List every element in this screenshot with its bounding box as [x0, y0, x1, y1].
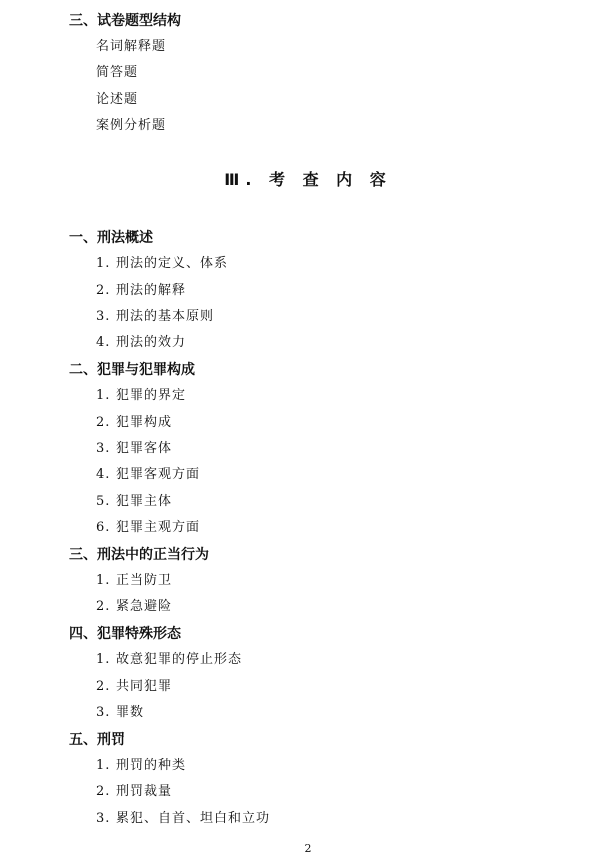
item-text: 刑罚裁量: [116, 784, 173, 799]
list-item: [96, 308, 214, 326]
item-text: 刑法的效力: [116, 335, 187, 350]
item-number: 1.: [96, 652, 111, 667]
list-item: [96, 493, 172, 511]
list-item: [96, 414, 172, 432]
list-item: [96, 519, 200, 537]
item-number: 3.: [96, 441, 111, 456]
list-item: [96, 255, 228, 273]
item-number: 3.: [96, 309, 111, 324]
item-number: 3.: [96, 811, 111, 826]
section-heading: 三、刑法中的正当行为: [69, 547, 209, 563]
list-item: [96, 651, 242, 669]
list-item: 名词解释题: [96, 39, 167, 54]
item-number: 2.: [96, 784, 111, 799]
item-text: 紧急避险: [116, 599, 173, 614]
item-number: 5.: [96, 494, 111, 509]
item-text: 犯罪客体: [116, 441, 173, 456]
list-item: 案例分析题: [96, 118, 167, 133]
list-item: [96, 440, 172, 458]
list-item: [96, 387, 186, 405]
list-item: [96, 334, 186, 352]
list-item: [96, 678, 172, 696]
item-number: 1.: [96, 388, 111, 403]
item-text: 犯罪客观方面: [116, 467, 201, 482]
section-heading-exam-structure: 三、试卷题型结构: [69, 13, 181, 29]
item-text: 共同犯罪: [116, 679, 173, 694]
item-number: 4.: [96, 335, 111, 350]
item-text: 犯罪主观方面: [116, 520, 201, 535]
list-item: [96, 704, 144, 722]
item-number: 3.: [96, 705, 111, 720]
item-text: 犯罪构成: [116, 415, 173, 430]
item-number: 2.: [96, 679, 111, 694]
page-title: Ⅲ. 考 查 内 容: [224, 170, 392, 189]
list-item: [96, 810, 270, 828]
list-item: [96, 572, 172, 590]
item-number: 2.: [96, 415, 111, 430]
item-text: 故意犯罪的停止形态: [116, 652, 243, 667]
item-text: 累犯、自首、坦白和立功: [116, 811, 271, 826]
item-text: 正当防卫: [116, 573, 173, 588]
section-heading: 二、犯罪与犯罪构成: [69, 362, 195, 378]
section-heading: 四、犯罪特殊形态: [69, 626, 181, 642]
item-number: 4.: [96, 467, 111, 482]
item-text: 刑法的解释: [116, 283, 187, 298]
list-item: 论述题: [96, 92, 139, 107]
list-item: [96, 598, 172, 616]
item-text: 罪数: [116, 705, 145, 720]
list-item: 简答题: [96, 65, 139, 80]
list-item: [96, 757, 186, 775]
section-heading: 五、刑罚: [69, 732, 125, 748]
list-item: [96, 282, 186, 300]
item-number: 1.: [96, 256, 111, 271]
item-number: 1.: [96, 573, 111, 588]
item-number: 6.: [96, 520, 111, 535]
item-text: 刑罚的种类: [116, 758, 187, 773]
item-number: 2.: [96, 599, 111, 614]
list-item: [96, 783, 172, 801]
item-number: 1.: [96, 758, 111, 773]
item-text: 刑法的定义、体系: [116, 256, 229, 271]
item-number: 2.: [96, 283, 111, 298]
item-text: 犯罪主体: [116, 494, 173, 509]
item-text: 犯罪的界定: [116, 388, 187, 403]
list-item: [96, 466, 200, 484]
item-text: 刑法的基本原则: [116, 309, 215, 324]
page-number: 2: [304, 842, 312, 855]
section-heading: 一、刑法概述: [69, 230, 153, 246]
